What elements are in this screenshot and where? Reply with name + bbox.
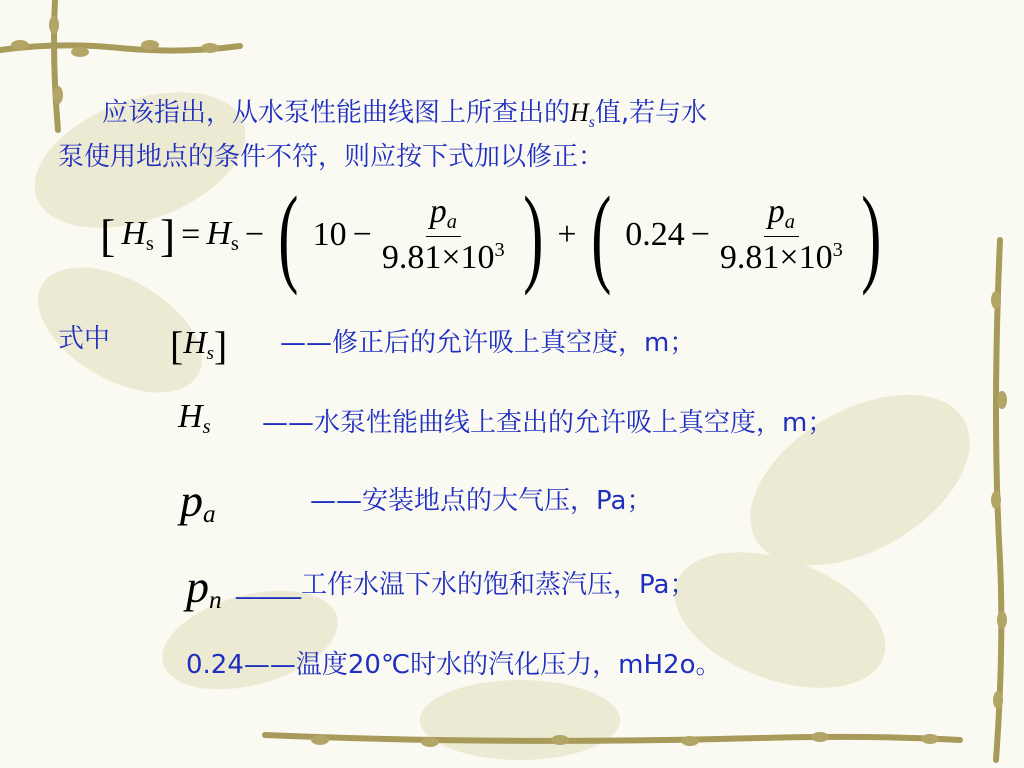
- intro-line-1: [58, 96, 938, 140]
- def-2-letter: H: [178, 398, 203, 435]
- hs-subscript: s: [588, 114, 595, 131]
- note-line: 0.24——温度20℃时水的汽化压力，mH2o。: [186, 650, 722, 680]
- intro-text-b: 值,若与水: [594, 98, 708, 128]
- def-2-text: ——水泵性能曲线上查出的允许吸上真空度，m；: [262, 408, 834, 438]
- minus-sign-3: −: [690, 216, 710, 253]
- close-paren-1: ): [522, 174, 544, 296]
- def-4-sub: n: [209, 586, 222, 614]
- intro-text-a: 应该指出，从水泵性能曲线图上所查出的: [102, 98, 571, 128]
- num-p2: p: [767, 193, 785, 230]
- def-3-letter: p: [180, 475, 203, 526]
- fraction-2-numerator: [764, 193, 799, 237]
- def-3-sub: a: [203, 500, 216, 528]
- def-4-letter: p: [186, 561, 209, 612]
- def-1-letter: H: [183, 323, 207, 360]
- plus-sign: +: [557, 216, 577, 253]
- num-sub: a: [446, 211, 457, 233]
- const-ten: 10: [312, 216, 347, 253]
- lhs-open-bracket: [: [100, 209, 116, 261]
- equals-sign: =: [181, 216, 201, 253]
- intro-line-2: 泵使用地点的条件不符，则应按下式加以修正：: [58, 142, 605, 172]
- fraction-1: [378, 193, 509, 277]
- def-2-sub: s: [202, 416, 211, 438]
- def-3-symbol: [180, 474, 216, 529]
- rhs-sub: s: [230, 232, 239, 255]
- intro-paragraph: [58, 96, 938, 174]
- fraction-1-denominator: [378, 237, 509, 277]
- def-4-symbol: [186, 560, 222, 615]
- minus-sign-1: −: [244, 216, 265, 253]
- correction-formula: [100, 174, 889, 296]
- rhs-h: H: [206, 214, 231, 252]
- lhs-hs: [121, 215, 154, 256]
- den-text: 9.81×10: [381, 239, 495, 276]
- close-paren-2: ): [861, 174, 882, 296]
- lhs-h: H: [121, 214, 146, 252]
- den-exp-2: 3: [832, 239, 843, 261]
- def-3-text: ——安装地点的大气压，Pa；: [310, 486, 653, 516]
- fraction-1-numerator: [426, 193, 461, 237]
- open-paren-2: (: [590, 174, 611, 296]
- fraction-2: [716, 193, 847, 277]
- lhs-sub: s: [145, 232, 154, 255]
- den-exp: 3: [494, 239, 505, 261]
- minus-sign-2: −: [352, 216, 372, 253]
- den-text-2: 9.81×10: [719, 239, 833, 276]
- where-label: 式中: [58, 324, 111, 354]
- def-1-sub: s: [206, 342, 214, 364]
- hs-symbol: [570, 98, 595, 131]
- fraction-2-denominator: [716, 237, 847, 277]
- rhs-hs: [206, 215, 239, 256]
- def-1-symbol: $[H_s]$: [170, 323, 228, 368]
- num-sub2: a: [784, 211, 795, 233]
- open-paren-1: (: [278, 174, 299, 296]
- hs-letter: H: [570, 98, 589, 127]
- def-4-text: _____工作水温下水的饱和蒸汽压，Pa；: [236, 570, 696, 600]
- num-p: p: [429, 193, 447, 230]
- def-2-symbol: [178, 398, 211, 439]
- lhs-close-bracket: ]: [159, 209, 176, 261]
- const-024: 0.24: [625, 216, 685, 253]
- def-1-text: ——修正后的允许吸上真空度，m；: [280, 328, 696, 358]
